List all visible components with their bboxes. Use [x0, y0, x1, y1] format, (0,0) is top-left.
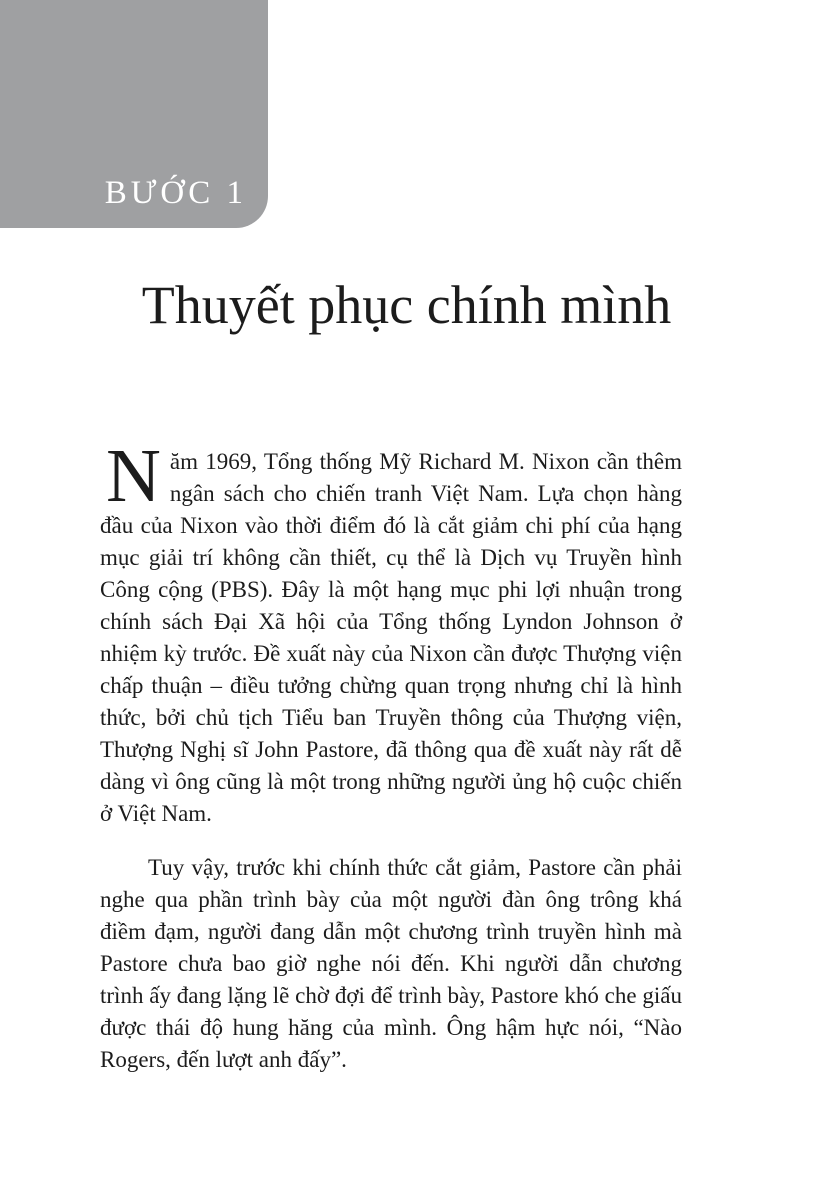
opening-paragraph	[100, 434, 682, 830]
second-paragraph: Tuy vậy, trước khi chính thức cắt giảm, Pastore cần phải nghe qua phần trình bày của một người đàn ông trông khá điềm đạm, người đang dẫn một chương trình truyền hình mà Pastore chưa bao giờ nghe nói đến. Khi người dẫn chương trình ấy đang lặng lẽ chờ đợi để trình bày, Pastore khó che giấu được thái độ hung hăng của mình. Ông hậm hực nói, “Nào Rogers, đến lượt anh đấy”.	[100, 855, 682, 1072]
step-badge	[0, 0, 268, 228]
body-text	[100, 434, 682, 1076]
step-badge-label: BƯỚC 1	[104, 175, 247, 211]
opening-paragraph-text: ăm 1969, Tổng thống Mỹ Richard M. Nixon cần thêm ngân sách cho chiến tranh Việt Nam. Lựa chọn hàng đầu của Nixon vào thời điểm đó là cắt giảm chi phí của hạng mục giải trí không cần thiết, cụ thể là Dịch vụ Truyền hình Công cộng (PBS). Đây là một hạng mục phi lợi nhuận trong chính sách Đại Xã hội của Tổng thống Lyndon Johnson ở nhiệm kỳ trước. Đề xuất này của Nixon cần được Thượng viện chấp thuận – điều tưởng chừng quan trọng nhưng chỉ là hình thức, bởi chủ tịch Tiểu ban Truyền thông của Thượng viện, Thượng Nghị sĩ John Pastore, đã thông qua đề xuất này rất dễ dàng vì ông cũng là một trong những người ủng hộ cuộc chiến ở Việt Nam.	[100, 449, 682, 826]
chapter-title: Thuyết phục chính mình	[141, 275, 672, 335]
drop-cap: N	[106, 434, 161, 518]
